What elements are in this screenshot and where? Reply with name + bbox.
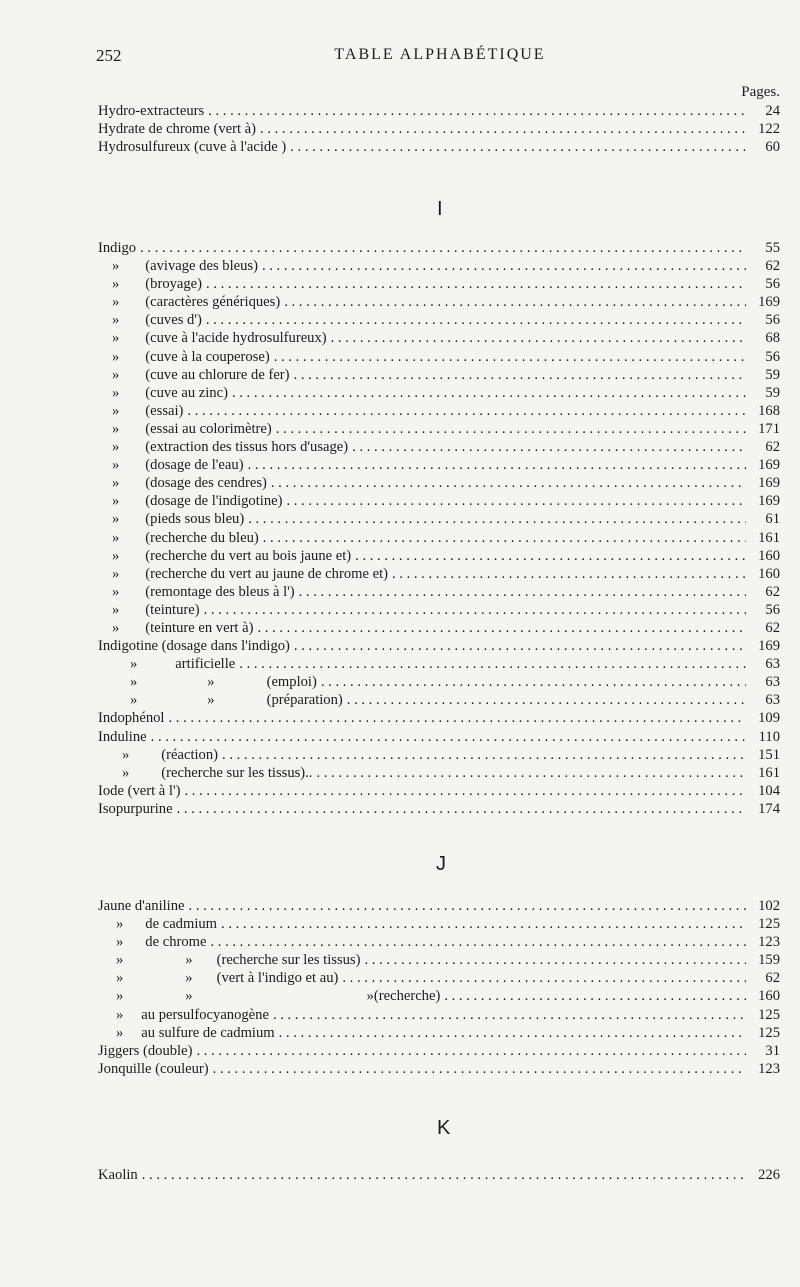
section-letter-heading: J [436, 853, 446, 875]
entry-page-number: 61 [765, 511, 780, 528]
entry-label [98, 952, 360, 969]
entry-label [98, 710, 164, 727]
dot-leader [221, 916, 746, 933]
dot-leader [273, 1007, 746, 1024]
entry-text: de chrome [145, 934, 207, 951]
page-title: TABLE ALPHABÉTIQUE [334, 46, 546, 63]
entry-label [98, 988, 440, 1005]
entry-label [98, 674, 317, 691]
index-entry [98, 1061, 780, 1079]
index-entry [98, 765, 780, 783]
index-entry [98, 511, 780, 529]
entry-label [98, 656, 235, 673]
ditto-mark: » [116, 952, 124, 969]
ditto-mark: » [112, 439, 120, 456]
entry-page-number: 62 [765, 619, 780, 636]
entry-page-number: 125 [758, 1006, 780, 1023]
dot-leader [392, 566, 746, 583]
dot-leader [355, 548, 746, 565]
ditto-mark: » [116, 988, 124, 1005]
entry-text: Isopurpurine [98, 800, 173, 817]
index-entry [98, 103, 780, 121]
index-entry [98, 934, 780, 952]
entry-text: Jiggers (double) [98, 1042, 193, 1059]
entry-page-number: 62 [765, 439, 780, 456]
ditto-mark: » [116, 970, 124, 987]
entry-label [98, 312, 202, 329]
entry-text: (cuve à la couperose) [145, 348, 270, 365]
entry-page-number: 24 [765, 103, 780, 119]
ditto-mark: » [112, 565, 120, 582]
dot-leader [331, 330, 746, 347]
entry-label [98, 602, 200, 619]
entry-text: Kaolin [98, 1167, 138, 1183]
ditto-mark: » [366, 988, 374, 1005]
index-section [98, 103, 780, 157]
entry-label [98, 276, 202, 293]
entry-label [98, 349, 270, 366]
ditto-mark: » [116, 916, 124, 933]
index-entry [98, 602, 780, 620]
dot-leader [352, 439, 746, 456]
index-section [98, 1167, 780, 1185]
ditto-mark: » [112, 330, 120, 347]
entry-text: (recherche sur les tissus) [216, 952, 361, 969]
pages-column-label: Pages. [741, 84, 780, 100]
dot-leader [210, 934, 746, 951]
index-entry [98, 421, 780, 439]
index-entry [98, 457, 780, 475]
entry-label [98, 457, 244, 474]
ditto-mark: » [112, 348, 120, 365]
ditto-mark: » [116, 1006, 124, 1023]
dot-leader [142, 1167, 746, 1184]
entry-text: (avivage des bleus) [145, 258, 258, 275]
index-entry [98, 566, 780, 584]
entry-page-number: 171 [758, 420, 780, 437]
entry-page-number: 109 [758, 710, 780, 727]
entry-label [98, 1043, 192, 1060]
entry-label [98, 638, 290, 655]
entry-page-number: 63 [765, 674, 780, 691]
entry-text: (essai) [145, 402, 184, 419]
dot-leader [274, 349, 746, 366]
entry-label [98, 801, 173, 818]
entry-page-number: 104 [758, 782, 780, 799]
page-number: 252 [96, 46, 122, 65]
entry-label [98, 403, 183, 420]
entry-page-number: 68 [765, 330, 780, 347]
entry-text: au persulfocyanogène [141, 1006, 269, 1023]
entry-page-number: 161 [758, 764, 780, 781]
entry-label [98, 747, 218, 764]
dot-leader [204, 602, 746, 619]
entry-page-number: 169 [758, 638, 780, 655]
entry-text: (recherche du bleu) [145, 529, 259, 546]
index-entry [98, 530, 780, 548]
dot-leader [262, 258, 746, 275]
ditto-mark: » [112, 276, 120, 293]
index-entry [98, 584, 780, 602]
index-entry [98, 294, 780, 312]
entry-text: (caractères génériques) [145, 294, 281, 311]
entry-page-number: 169 [758, 493, 780, 510]
dot-leader [239, 656, 746, 673]
index-entry [98, 916, 780, 934]
index-entry [98, 475, 780, 493]
ditto-mark: » [112, 511, 120, 528]
dot-leader [271, 475, 746, 492]
index-entry [98, 312, 780, 330]
index-entry [98, 1007, 780, 1025]
ditto-mark: » [122, 746, 130, 763]
entry-text: (cuve au chlorure de fer) [145, 366, 290, 383]
dot-leader [364, 952, 746, 969]
dot-leader [342, 970, 746, 987]
ditto-mark: » [112, 583, 120, 600]
entry-text: Jonquille (couleur) [98, 1060, 209, 1077]
entry-text: (teinture) [145, 601, 200, 618]
index-entry [98, 692, 780, 710]
entry-text: (cuves d') [145, 312, 202, 329]
entry-label [98, 330, 327, 347]
index-entry [98, 439, 780, 457]
entry-label [98, 421, 272, 438]
index-entry [98, 783, 780, 801]
dot-leader [206, 276, 746, 293]
entry-text: (dosage de l'eau) [145, 457, 244, 474]
dot-leader [286, 493, 746, 510]
index-entry [98, 258, 780, 276]
dot-leader [184, 783, 746, 800]
ditto-mark: » [116, 934, 124, 951]
ditto-mark: » [112, 420, 120, 437]
entry-text: (extraction des tissus hors d'usage) [145, 439, 349, 456]
dot-leader [263, 530, 746, 547]
index-entry [98, 970, 780, 988]
dot-leader [187, 403, 746, 420]
ditto-mark: » [112, 547, 120, 564]
index-entry [98, 349, 780, 367]
entry-text: (préparation) [266, 692, 343, 709]
index-entry [98, 988, 780, 1006]
ditto-mark: » [130, 692, 138, 709]
index-entry [98, 710, 780, 728]
entry-label [98, 916, 217, 933]
entry-page-number: 56 [765, 348, 780, 365]
index-entry [98, 385, 780, 403]
entry-page-number: 56 [765, 601, 780, 618]
entry-page-number: 102 [758, 898, 780, 914]
section-letter-heading: I [437, 198, 443, 220]
ditto-mark: » [130, 656, 138, 673]
index-entry [98, 656, 780, 674]
entry-label [98, 934, 206, 951]
ditto-mark: » [112, 312, 120, 329]
ditto-mark: » [112, 384, 120, 401]
section-letter-heading: K [437, 1117, 451, 1139]
entry-text: Hydrosulfureux (cuve à l'acide ) [98, 139, 287, 156]
index-entry [98, 801, 780, 819]
entry-text: (pieds sous bleu) [145, 511, 245, 528]
index-entry [98, 493, 780, 511]
index-entry [98, 729, 780, 747]
entry-text: artificielle [175, 656, 236, 673]
entry-label [98, 294, 280, 311]
index-entry [98, 898, 780, 916]
entry-label [98, 439, 348, 456]
dot-leader [279, 1025, 746, 1042]
entry-label [98, 566, 388, 583]
entry-page-number: 169 [758, 457, 780, 474]
entry-text: (recherche du vert au jaune de chrome et) [145, 565, 388, 582]
dot-leader [321, 674, 746, 691]
index-entry [98, 330, 780, 348]
entry-label [98, 1007, 269, 1024]
entry-page-number: 62 [765, 583, 780, 600]
ditto-mark: » [116, 1024, 124, 1041]
ditto-mark: » [112, 601, 120, 618]
index-entry [98, 747, 780, 765]
ditto-mark: » [185, 952, 193, 969]
entry-text: Iode (vert à l') [98, 782, 181, 799]
entry-text: (essai au colorimètre) [145, 420, 272, 437]
index-section [98, 898, 780, 1079]
entry-page-number: 160 [758, 547, 780, 564]
dot-leader [284, 294, 746, 311]
entry-page-number: 122 [758, 121, 780, 138]
dot-leader [347, 692, 746, 709]
index-entry [98, 1167, 780, 1185]
dot-leader [151, 729, 746, 746]
entry-label [98, 385, 228, 402]
dot-leader [189, 898, 746, 915]
entry-label [98, 729, 147, 746]
ditto-mark: » [185, 988, 193, 1005]
entry-text: (dosage de l'indigotine) [145, 493, 283, 510]
ditto-mark: » [112, 529, 120, 546]
entry-text: (recherche) [373, 988, 441, 1005]
index-entry [98, 367, 780, 385]
dot-leader [290, 139, 746, 156]
ditto-mark: » [112, 258, 120, 275]
entry-label [98, 530, 259, 547]
entry-label [98, 765, 312, 782]
entry-page-number: 59 [765, 384, 780, 401]
index-entry [98, 121, 780, 139]
entry-page-number: 62 [765, 258, 780, 275]
entry-page-number: 174 [758, 800, 780, 817]
entry-page-number: 169 [758, 475, 780, 492]
entry-label [98, 121, 256, 138]
dot-leader [294, 638, 746, 655]
dot-leader [232, 385, 746, 402]
ditto-mark: » [112, 493, 120, 510]
entry-page-number: 63 [765, 692, 780, 709]
entry-text: (recherche sur les tissus).. [161, 764, 313, 781]
entry-text: Induline [98, 728, 147, 745]
entry-page-number: 59 [765, 366, 780, 383]
entry-page-number: 160 [758, 565, 780, 582]
entry-label [98, 511, 244, 528]
index-section [98, 240, 780, 819]
dot-leader [206, 312, 746, 329]
entry-label [98, 783, 180, 800]
dot-leader [294, 367, 746, 384]
ditto-mark: » [122, 764, 130, 781]
ditto-mark: » [207, 692, 215, 709]
entry-page-number: 56 [765, 276, 780, 293]
ditto-mark: » [130, 674, 138, 691]
index-entry [98, 403, 780, 421]
entry-label [98, 970, 338, 987]
entry-label [98, 240, 136, 257]
entry-label [98, 103, 204, 120]
entry-label [98, 1061, 209, 1078]
ditto-mark: » [185, 970, 193, 987]
dot-leader [248, 457, 746, 474]
entry-page-number: 168 [758, 402, 780, 419]
index-entry [98, 620, 780, 638]
entry-text: Jaune d'aniline [98, 898, 185, 914]
dot-leader [257, 620, 746, 637]
ditto-mark: » [112, 475, 120, 492]
entry-text: Indigotine (dosage dans l'indigo) [98, 638, 290, 655]
entry-label [98, 548, 351, 565]
entry-label [98, 1167, 138, 1184]
entry-text: (dosage des cendres) [145, 475, 267, 492]
dot-leader [248, 511, 746, 528]
entry-text: (cuve à l'acide hydrosulfureux) [145, 330, 327, 347]
entry-label [98, 898, 185, 915]
entry-text: (broyage) [145, 276, 203, 293]
entry-page-number: 159 [758, 952, 780, 969]
entry-text: Hydrate de chrome (vert à) [98, 121, 257, 138]
entry-page-number: 56 [765, 312, 780, 329]
index-entry [98, 276, 780, 294]
dot-leader [213, 1061, 746, 1078]
ditto-mark: » [112, 457, 120, 474]
ditto-mark: » [112, 619, 120, 636]
entry-label [98, 692, 343, 709]
entry-page-number: 55 [765, 240, 780, 256]
index-entry [98, 1025, 780, 1043]
dot-leader [140, 240, 746, 257]
entry-label [98, 493, 282, 510]
entry-page-number: 60 [765, 139, 780, 156]
dot-leader [299, 584, 746, 601]
entry-text: (remontage des bleus à l') [145, 583, 295, 600]
entry-text: Indigo [98, 240, 137, 256]
entry-label [98, 258, 258, 275]
entry-text: (vert à l'indigo et au) [216, 970, 339, 987]
entry-label [98, 367, 290, 384]
entry-label [98, 584, 295, 601]
entry-text: (cuve au zinc) [145, 384, 228, 401]
entry-page-number: 31 [765, 1042, 780, 1059]
dot-leader [168, 710, 746, 727]
entry-text: (emploi) [266, 674, 317, 691]
entry-text: de cadmium [145, 916, 218, 933]
dot-leader [316, 765, 746, 782]
ditto-mark: » [112, 294, 120, 311]
entry-text: (réaction) [161, 746, 219, 763]
entry-page-number: 110 [758, 728, 780, 745]
entry-text: (teinture en vert à) [145, 619, 254, 636]
entry-text: au sulfure de cadmium [141, 1024, 275, 1041]
entry-page-number: 123 [758, 934, 780, 951]
entry-text: (recherche du vert au bois jaune et) [145, 547, 352, 564]
index-entry [98, 1043, 780, 1061]
entry-text: Indophénol [98, 710, 165, 727]
entry-label [98, 620, 253, 637]
index-entry [98, 240, 780, 258]
index-entry [98, 548, 780, 566]
dot-leader [222, 747, 746, 764]
entry-page-number: 160 [758, 988, 780, 1005]
entry-label [98, 475, 267, 492]
entry-page-number: 161 [758, 529, 780, 546]
ditto-mark: » [112, 402, 120, 419]
entry-page-number: 169 [758, 294, 780, 311]
dot-leader [276, 421, 746, 438]
index-entry [98, 952, 780, 970]
entry-page-number: 123 [758, 1060, 780, 1077]
dot-leader [177, 801, 746, 818]
entry-text: Hydro-extracteurs [98, 103, 205, 119]
entry-page-number: 226 [758, 1167, 780, 1183]
entry-page-number: 151 [758, 746, 780, 763]
dot-leader [260, 121, 746, 138]
entry-page-number: 125 [758, 1024, 780, 1041]
dot-leader [208, 103, 746, 120]
index-entry [98, 638, 780, 656]
entry-page-number: 62 [765, 970, 780, 987]
ditto-mark: » [207, 674, 215, 691]
ditto-mark: » [112, 366, 120, 383]
entry-page-number: 63 [765, 656, 780, 673]
entry-label [98, 1025, 275, 1042]
index-entry [98, 139, 780, 157]
dot-leader [444, 988, 746, 1005]
entry-label [98, 139, 286, 156]
index-entry [98, 674, 780, 692]
dot-leader [196, 1043, 746, 1060]
entry-page-number: 125 [758, 916, 780, 933]
